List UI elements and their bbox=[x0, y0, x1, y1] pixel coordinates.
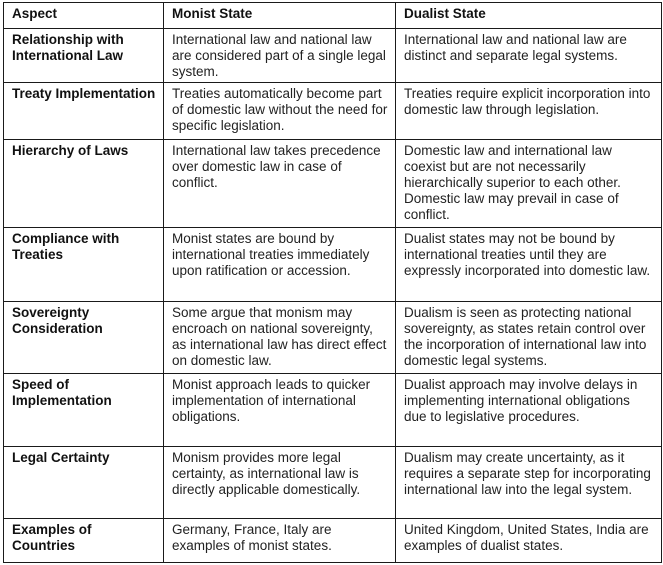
aspect-cell: Relationship with International Law bbox=[4, 29, 164, 83]
aspect-cell: Sovereignty Consideration bbox=[4, 302, 164, 374]
table-row bbox=[4, 447, 662, 519]
dualist-cell: Treaties require explicit incorporation into domestic law through legislation. bbox=[396, 83, 662, 140]
dualist-cell: Dualism may create uncertainty, as it requires a separate step for incorporating international law into the legal system. bbox=[396, 447, 662, 519]
header-aspect: Aspect bbox=[4, 3, 164, 29]
table-row bbox=[4, 374, 662, 447]
header-row bbox=[4, 3, 662, 29]
dualist-cell: United Kingdom, United States, India are examples of dualist states. bbox=[396, 519, 662, 563]
monist-cell: Treaties automatically become part of domestic law without the need for specific legislation. bbox=[164, 83, 396, 140]
monist-cell: Monist states are bound by international treaties immediately upon ratification or accession. bbox=[164, 228, 396, 302]
header-monist: Monist State bbox=[164, 3, 396, 29]
dualist-cell: Dualist states may not be bound by international treaties until they are expressly incorporated into domestic law. bbox=[396, 228, 662, 302]
dualist-cell: Dualism is seen as protecting national sovereignty, as states retain control over the incorporation of international law into domestic legal systems. bbox=[396, 302, 662, 374]
aspect-cell: Hierarchy of Laws bbox=[4, 140, 164, 228]
table-row bbox=[4, 302, 662, 374]
table-row bbox=[4, 29, 662, 83]
monist-cell: Monism provides more legal certainty, as international law is directly applicable domestically. bbox=[164, 447, 396, 519]
dualist-cell: Domestic law and international law coexist but are not necessarily hierarchically superior to each other. Domestic law may prevail in case of conflict. bbox=[396, 140, 662, 228]
aspect-cell: Legal Certainty bbox=[4, 447, 164, 519]
aspect-cell: Examples of Countries bbox=[4, 519, 164, 563]
aspect-cell: Speed of Implementation bbox=[4, 374, 164, 447]
monist-cell: International law and national law are considered part of a single legal system. bbox=[164, 29, 396, 83]
table-row bbox=[4, 519, 662, 563]
dualist-cell: International law and national law are distinct and separate legal systems. bbox=[396, 29, 662, 83]
monist-cell: Germany, France, Italy are examples of monist states. bbox=[164, 519, 396, 563]
monist-cell: International law takes precedence over domestic law in case of conflict. bbox=[164, 140, 396, 228]
aspect-cell: Compliance with Treaties bbox=[4, 228, 164, 302]
table-row bbox=[4, 140, 662, 228]
table-row bbox=[4, 228, 662, 302]
monist-cell: Monist approach leads to quicker implementation of international obligations. bbox=[164, 374, 396, 447]
table-row bbox=[4, 83, 662, 140]
comparison-table bbox=[3, 2, 662, 563]
aspect-cell: Treaty Implementation bbox=[4, 83, 164, 140]
header-dualist: Dualist State bbox=[396, 3, 662, 29]
monist-cell: Some argue that monism may encroach on national sovereignty, as international law has direct effect on domestic law. bbox=[164, 302, 396, 374]
dualist-cell: Dualist approach may involve delays in implementing international obligations due to legislative procedures. bbox=[396, 374, 662, 447]
